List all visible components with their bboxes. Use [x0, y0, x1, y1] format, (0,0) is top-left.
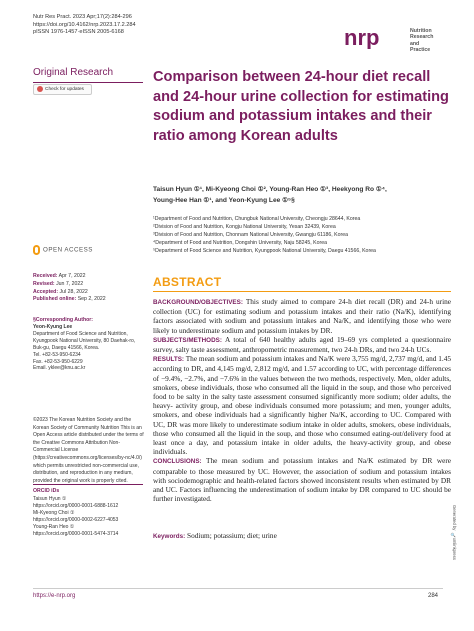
corresponding-author-label: §Corresponding Author: [33, 317, 94, 323]
corr-line: Buk-gu, Daegu 41566, Korea. [33, 344, 100, 351]
results-label: RESULTS: [153, 356, 185, 364]
orcid-link[interactable]: https://orcid.org/0000-0002-6227-4053 [33, 516, 119, 523]
side-note: Generated by 🔍 xmlinkpress [452, 505, 457, 560]
nrp-logo-mark [344, 27, 408, 49]
background-text: This study aimed to compare 24-h diet recall (DR) and 24-h urine collection (UC) for estimating sodium and potassium intakes and their ratio (Na/K), identifying factors associated with sodium and potassium intakes and Na/K, and identifying those who were likely to underestimate sodium and potassium intakes by DR. [153, 297, 451, 335]
methods-label: SUBJECTS/METHODS: [153, 336, 222, 344]
affiliation: ⁵Department of Food Science and Nutrition, Kyungpook National University, Daegu 41566, Korea [153, 248, 376, 254]
affiliation: ⁴Department of Food and Nutrition, Dongshin University, Naju 58245, Korea [153, 240, 327, 246]
corr-line: Fax. +82-53-950-6229 [33, 358, 83, 365]
affiliation: ³Division of Food and Nutrition, Chonnam National University, Gwangju 61186, Korea [153, 232, 349, 238]
divider [33, 484, 143, 485]
corr-line: Department of Food Science and Nutrition, [33, 330, 128, 337]
corr-line: Tel. +82-53-950-6234 [33, 351, 81, 358]
journal-meta [33, 14, 136, 37]
orcid-link[interactable]: https://orcid.org/0000-0001-5474-3714 [33, 530, 119, 537]
divider [153, 291, 451, 292]
article-type: Original Research [33, 67, 114, 78]
affiliations [153, 215, 453, 255]
results-text: The mean sodium and potassium intakes and Na/K were 3,755 mg/d, 2,737 mg/d, and 1.45 according to DR, and 4,145 mg/d, 2,812 mg/d, and 1.57 according to UC, with percentage differences of −9.4%, −2.7%, and −7.6% in the values between the two methods, respectively. Men, older adults, smokers, obese individuals, those who consumed all the liquid in the soup, and those who perceived food to be salty in the salty taste assessment consumed significantly more sodium; older adults, the heavy- activity group, and obese individuals consumed more potassium; and men, younger adults, smokers, and obese individuals had a significantly higher Na/K, according to UC. Compared with UC, DR was more likely to underestimate sodium intake in older adults, smokers, obese individuals, those who consumed all the liquid in the soup, and those who consumed eating-out/delivery food at least once a day, and potassium intake in older adults, the heavy-activity group, and obese individuals. [153, 354, 452, 457]
crossmark-icon [37, 86, 43, 92]
orcid-label: ORCID iDs [33, 488, 60, 494]
logo-line-3: Practice [410, 47, 431, 54]
check-updates-label: Check for updates [45, 87, 84, 92]
keywords [153, 531, 451, 540]
date-row: Published online: Sep 2, 2022 [33, 296, 106, 303]
divider [33, 82, 143, 83]
conclusions-text: The mean sodium and potassium intakes and Na/K estimated by DR were comparable to those measured by UC. However, the association of sodium and potassium intakes with sociodemographic and health-related factors showed inconsistent results when estimated by DR and UC. Factors influencing the underestimation of sodium intake by DR compared to UC should be further investigated. [153, 456, 451, 504]
keywords-value: Sodium; potassium; diet; urine [185, 531, 277, 540]
journal-logo [344, 27, 444, 54]
date-row: Accepted: Jul 28, 2022 [33, 288, 88, 295]
author-list [153, 185, 453, 206]
author-line: Taisun Hyun ①¹, Mi-Kyeong Choi ①², Young-Ran Heo ①³, Heekyong Ro ①⁴, [153, 186, 387, 193]
logo-mark-text: nrp [344, 27, 380, 49]
author-line: Young-Hee Han ①¹, and Yeon-Kyung Lee ①⁵§ [153, 196, 295, 204]
open-access-badge [33, 245, 93, 255]
corr-line: Kyungpook National University, 80 Daehak-ro, [33, 337, 136, 344]
methods-text: A total of 640 healthy adults aged 19–69 yrs completed a questionnaire survey, salty taste assessment, anthropometric measurement, two 24-h DRs, and two 24-h UCs. [153, 334, 451, 355]
page-number: 284 [428, 593, 439, 599]
corresponding-author [33, 324, 143, 372]
citation: Nutr Res Pract. 2023 Apr;17(2):284-296 [33, 14, 132, 20]
date-row: Received: Apr 7, 2022 [33, 273, 86, 279]
date-row: Revised: Jun 7, 2022 [33, 280, 84, 287]
corr-email[interactable]: Email. yklee@knu.ac.kr [33, 365, 86, 372]
affiliation: ²Division of Food and Nutrition, Kongju National University, Yesan 32439, Korea [153, 224, 336, 230]
logo-line-2: Research and [410, 34, 434, 47]
orcid-list [33, 496, 145, 537]
affiliation: ¹Department of Food and Nutrition, Chungbuk National University, Cheongju 28644, Korea [153, 216, 361, 222]
background-label: BACKGROUND/OBJECTIVES: [153, 299, 243, 306]
issn: pISSN 1976-1457·eISSN 2005-6168 [33, 29, 124, 36]
footer-url[interactable]: https://e-nrp.org [33, 593, 76, 599]
article-dates [33, 273, 143, 304]
orcid-author: Mi-Kyeong Choi ① [33, 509, 75, 516]
orcid-author: Young-Ran Heo ① [33, 523, 75, 530]
check-for-updates-button[interactable] [33, 84, 92, 95]
corresponding-name: Yeon-Kyung Lee [33, 324, 73, 330]
logo-line-1: Nutrition [410, 28, 432, 34]
footer-divider [33, 588, 443, 589]
logo-wordmark [410, 28, 444, 54]
license-text: ©2023 The Korean Nutrition Society and the Korean Society of Community Nutrition This is an Open Access article distributed under the terms of the Creative Commons Attribution Non-Commercial License (https://creativecommons.org/licenses/by-nc/4.0/) which permits unrestricted non-commercial use, distribution, and reproduction in any medium, provided the original work is properly cited. [33, 417, 144, 484]
orcid-link[interactable]: https://orcid.org/0000-0001-6888-1612 [33, 502, 119, 509]
orcid-author: Taisun Hyun ① [33, 496, 67, 502]
open-lock-icon [33, 245, 40, 255]
keywords-label: Keywords: [153, 533, 186, 540]
conclusions-label: CONCLUSIONS: [153, 458, 202, 466]
abstract-heading: ABSTRACT [153, 275, 222, 289]
article-title: Comparison between 24-hour diet recall and 24-hour urine collection for estimating sodium and potassium intakes and their ratio among Korean adults [153, 69, 449, 144]
open-access-label: OPEN ACCESS [43, 246, 93, 254]
abstract-body [153, 297, 451, 503]
doi-link[interactable]: https://doi.org/10.4162/nrp.2023.17.2.284 [33, 21, 136, 28]
